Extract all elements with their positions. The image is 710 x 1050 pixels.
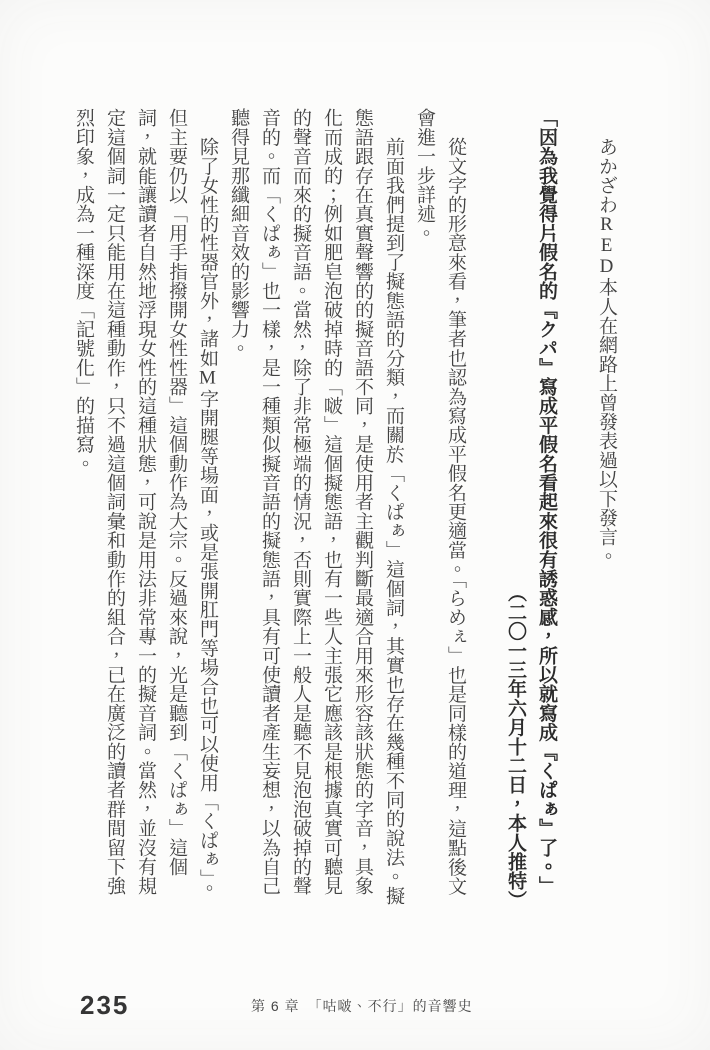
body-text (68, 108, 622, 908)
page-number: 235 (80, 990, 130, 1020)
paragraph: 除了女性的性器官外，諸如M字開腿等場面，或是張開肛門等場合也可以使用「くぱぁ」。但主要仍以「用手指撥開女性性器」這個動作為大宗。反過來說，光是聽到「くぱぁ」這個詞，就能讓讀者自然地浮現女性的這種狀態，可說是用法非常專一的擬音詞。當然，並沒有規定這個詞一定只能用在這種動作，只不過這個詞彙和動作的組合，已在廣泛的讀者群間留下強烈印象，成為一種深度「記號化」的描寫。 (73, 108, 218, 897)
paragraph: 從文字的形意來看，筆者也認為寫成平假名更適當。「らめぇ」也是同樣的道理，這點後文會進一步詳述。 (414, 108, 466, 895)
intro-paragraph: あかざわRED本人在網路上曾發表過以下發言。 (596, 136, 617, 565)
chapter-running-footer: 第 6 章 「咕啵、不行」的音響史 (251, 998, 473, 1014)
paragraph: 前面我們提到了擬態語的分類，而關於「くぱぁ」這個詞，其實也存在幾種不同的說法。擬態語跟存在真實聲響的的擬音語不同，是使用者主觀判斷最適合用來形容該狀態的字音，具象化而成的；例如肥皂泡破掉時的「啵」這個擬態語，也有一些人主張它應該是根據真實可聽見的聲音而來的擬音語。當然，除了非常極端的情況，否則實際上一般人是聽不見泡泡破掉的聲音的。而「くぱぁ」也一樣，是一種類似擬音語的擬態語，具有可使讀者產生妄想，以為自己聽得見那纖細音效的影響力。 (228, 108, 404, 905)
tweet-quote-text: 「因為我覺得片假名的『クパ』寫成平假名看起來很有誘惑感，所以就寫成『くぱぁ』了。」 (536, 108, 557, 896)
tweet-quote-attribution: （二〇一三年六月十二日，本人推特） (505, 583, 526, 910)
tweet-quote-block (500, 108, 562, 908)
